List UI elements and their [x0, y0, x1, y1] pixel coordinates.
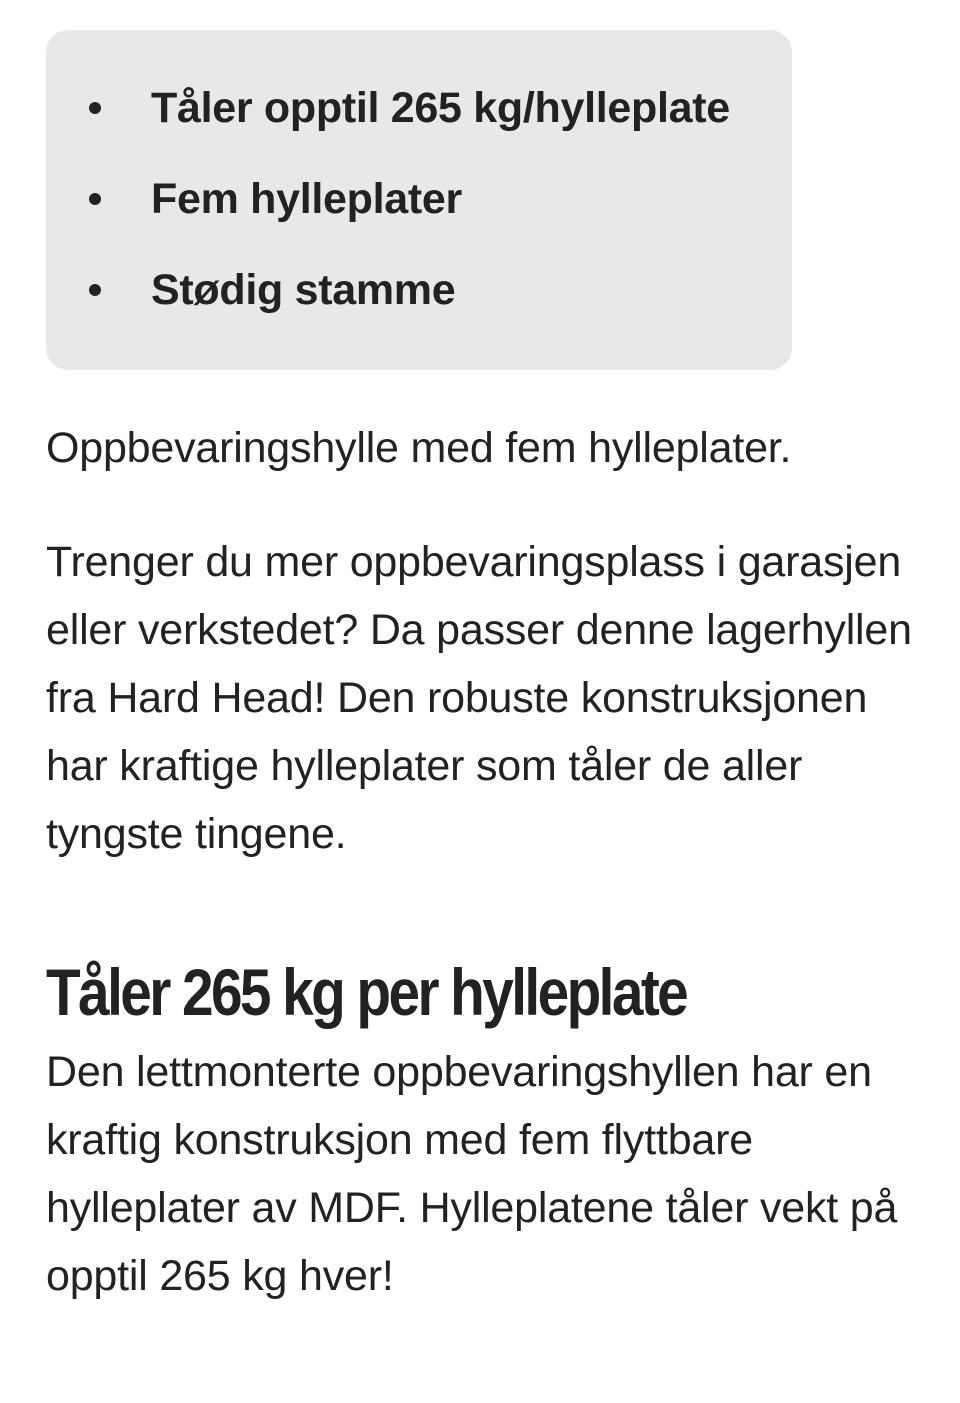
- highlight-item: [46, 173, 792, 264]
- bullet-icon: [89, 284, 101, 296]
- highlight-item: [46, 264, 792, 355]
- highlight-label: Tåler opptil 265 kg/hylleplate: [151, 84, 730, 132]
- highlight-item: [46, 82, 792, 173]
- intro-text: Oppbevaringshylle med fem hylleplater.: [46, 424, 792, 472]
- section-heading: Tåler 265 kg per hylleplate: [46, 955, 687, 1029]
- highlights-list: [46, 82, 792, 355]
- product-description: [46, 30, 926, 1310]
- highlight-label: Fem hylleplater: [151, 175, 462, 223]
- bullet-icon: [89, 193, 101, 205]
- section-paragraph: Den lettmonterte oppbevaringshyllen har en kraftig konstruksjon med fem flyttbare hylleplater av MDF. Hylleplatene tåler vekt på opptil 265 kg hver!: [46, 1048, 898, 1300]
- description-paragraph: Trenger du mer oppbevaringsplass i garasjen eller verkstedet? Da passer denne lagerhyllen fra Hard Head! Den robuste konstruksjonen har kraftige hylleplater som tåler de aller tyngste tingene.: [46, 538, 912, 858]
- highlights-box: [46, 30, 792, 370]
- bullet-icon: [89, 102, 101, 114]
- highlight-label: Stødig stamme: [151, 266, 456, 314]
